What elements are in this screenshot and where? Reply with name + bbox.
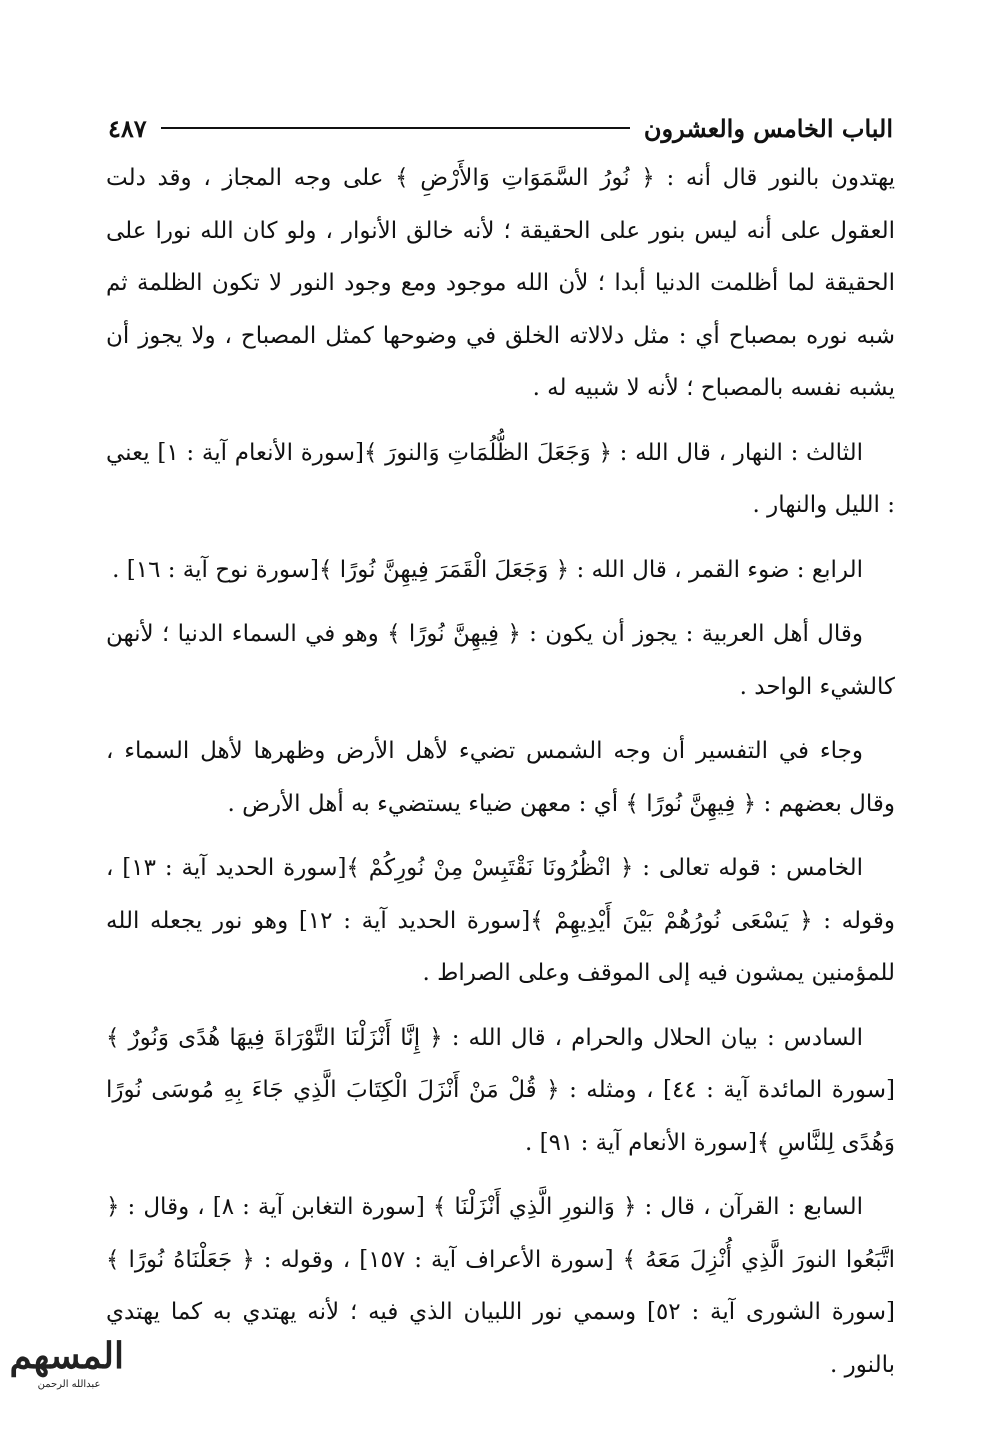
watermark-logo [9, 1334, 124, 1404]
page-body [106, 152, 895, 1403]
paragraph-3: الرابع : ضوء القمر ، قال الله : ﴿ وَجَعَلَ الْقَمَرَ فِيهِنَّ نُورًا ﴾[سورة نوح آية : ١٦] . [112, 556, 863, 583]
paragraph-5: وجاء في التفسير أن وجه الشمس تضيء لأهل الأرض وظهرها لأهل السماء ، وقال بعضهم : ﴿ فِيهِنَّ نُورًا ﴾ أي : معهن ضياء يستضيء به أهل الأرض . [106, 738, 895, 817]
paragraph-4: وقال أهل العربية : يجوز أن يكون : ﴿ فِيهِنَّ نُورًا ﴾ وهو في السماء الدنيا ؛ لأنهن كالشيء الواحد . [106, 621, 895, 700]
paragraph-6: الخامس : قوله تعالى : ﴿ انْظُرُونَا نَقْتَبِسْ مِنْ نُورِكُمْ ﴾[سورة الحديد آية : ١٣] ، وقوله : ﴿ يَسْعَى نُورُهُمْ بَيْنَ أَيْدِيهِمْ ﴾[سورة الحديد آية : ١٢] وهو نور يجعله الله للمؤمنين يمشون فيه إلى الموقف وعلى الصراط . [106, 855, 895, 986]
page-number: ٤٨٧ [108, 113, 147, 143]
paragraph-1: يهتدون بالنور قال أنه : ﴿ نُورُ السَّمَوَاتِ وَالأَرْضِ ﴾ على وجه المجاز ، وقد دلت العقول على أنه ليس بنور على الحقيقة ؛ لأنه خالق الأنوار ، ولو كان الله نورا على الحقيقة لما أظلمت الدنيا أبدا ؛ لأن الله موجود ومع وجود النور لا تكون الظلمة ثم شبه نوره بمصباح أي : مثل دلالاته الخلق في وضوحها كمثل المصباح ، ولا يجوز أن يشبه نفسه بالمصباح ؛ لأنه لا شبيه له . [106, 165, 895, 401]
chapter-title: الباب الخامس والعشرون [643, 113, 893, 143]
paragraph-2: الثالث : النهار ، قال الله : ﴿ وَجَعَلَ الظُّلُمَاتِ وَالنورَ ﴾[سورة الأنعام آية : ١] يعني : الليل والنهار . [106, 439, 895, 518]
page-header [108, 108, 893, 148]
header-rule [161, 127, 630, 129]
paragraph-8: السابع : القرآن ، قال : ﴿ وَالنورِ الَّذِي أَنْزَلْنَا ﴾ [سورة التغابن آية : ٨] ، وقال : ﴿ اتَّبَعُوا النورَ الَّذِي أُنْزِلَ مَعَهُ ﴾ [سورة الأعراف آية : ١٥٧] ، وقوله : ﴿ جَعَلْنَاهُ نُورًا ﴾[سورة الشورى آية : ٥٢] وسمي نور اللبيان الذي فيه ؛ لأنه يهتدي به كما يهتدي بالنور . [106, 1194, 895, 1378]
watermark-main: المسهم [9, 1335, 124, 1377]
watermark-sub: عبدالله الرحمن [37, 1379, 101, 1390]
paragraph-7: السادس : بيان الحلال والحرام ، قال الله : ﴿ إِنَّا أَنْزَلْنَا التَّوْرَاةَ فِيهَا هُدًى وَنُورٌ ﴾[سورة المائدة آية : ٤٤] ، ومثله : ﴿ قُلْ مَنْ أَنْزَلَ الْكِتَابَ الَّذِي جَاءَ بِهِ مُوسَى نُورًا وَهُدًى لِلنَّاسِ ﴾[سورة الأنعام آية : ٩١] . [106, 1024, 895, 1156]
